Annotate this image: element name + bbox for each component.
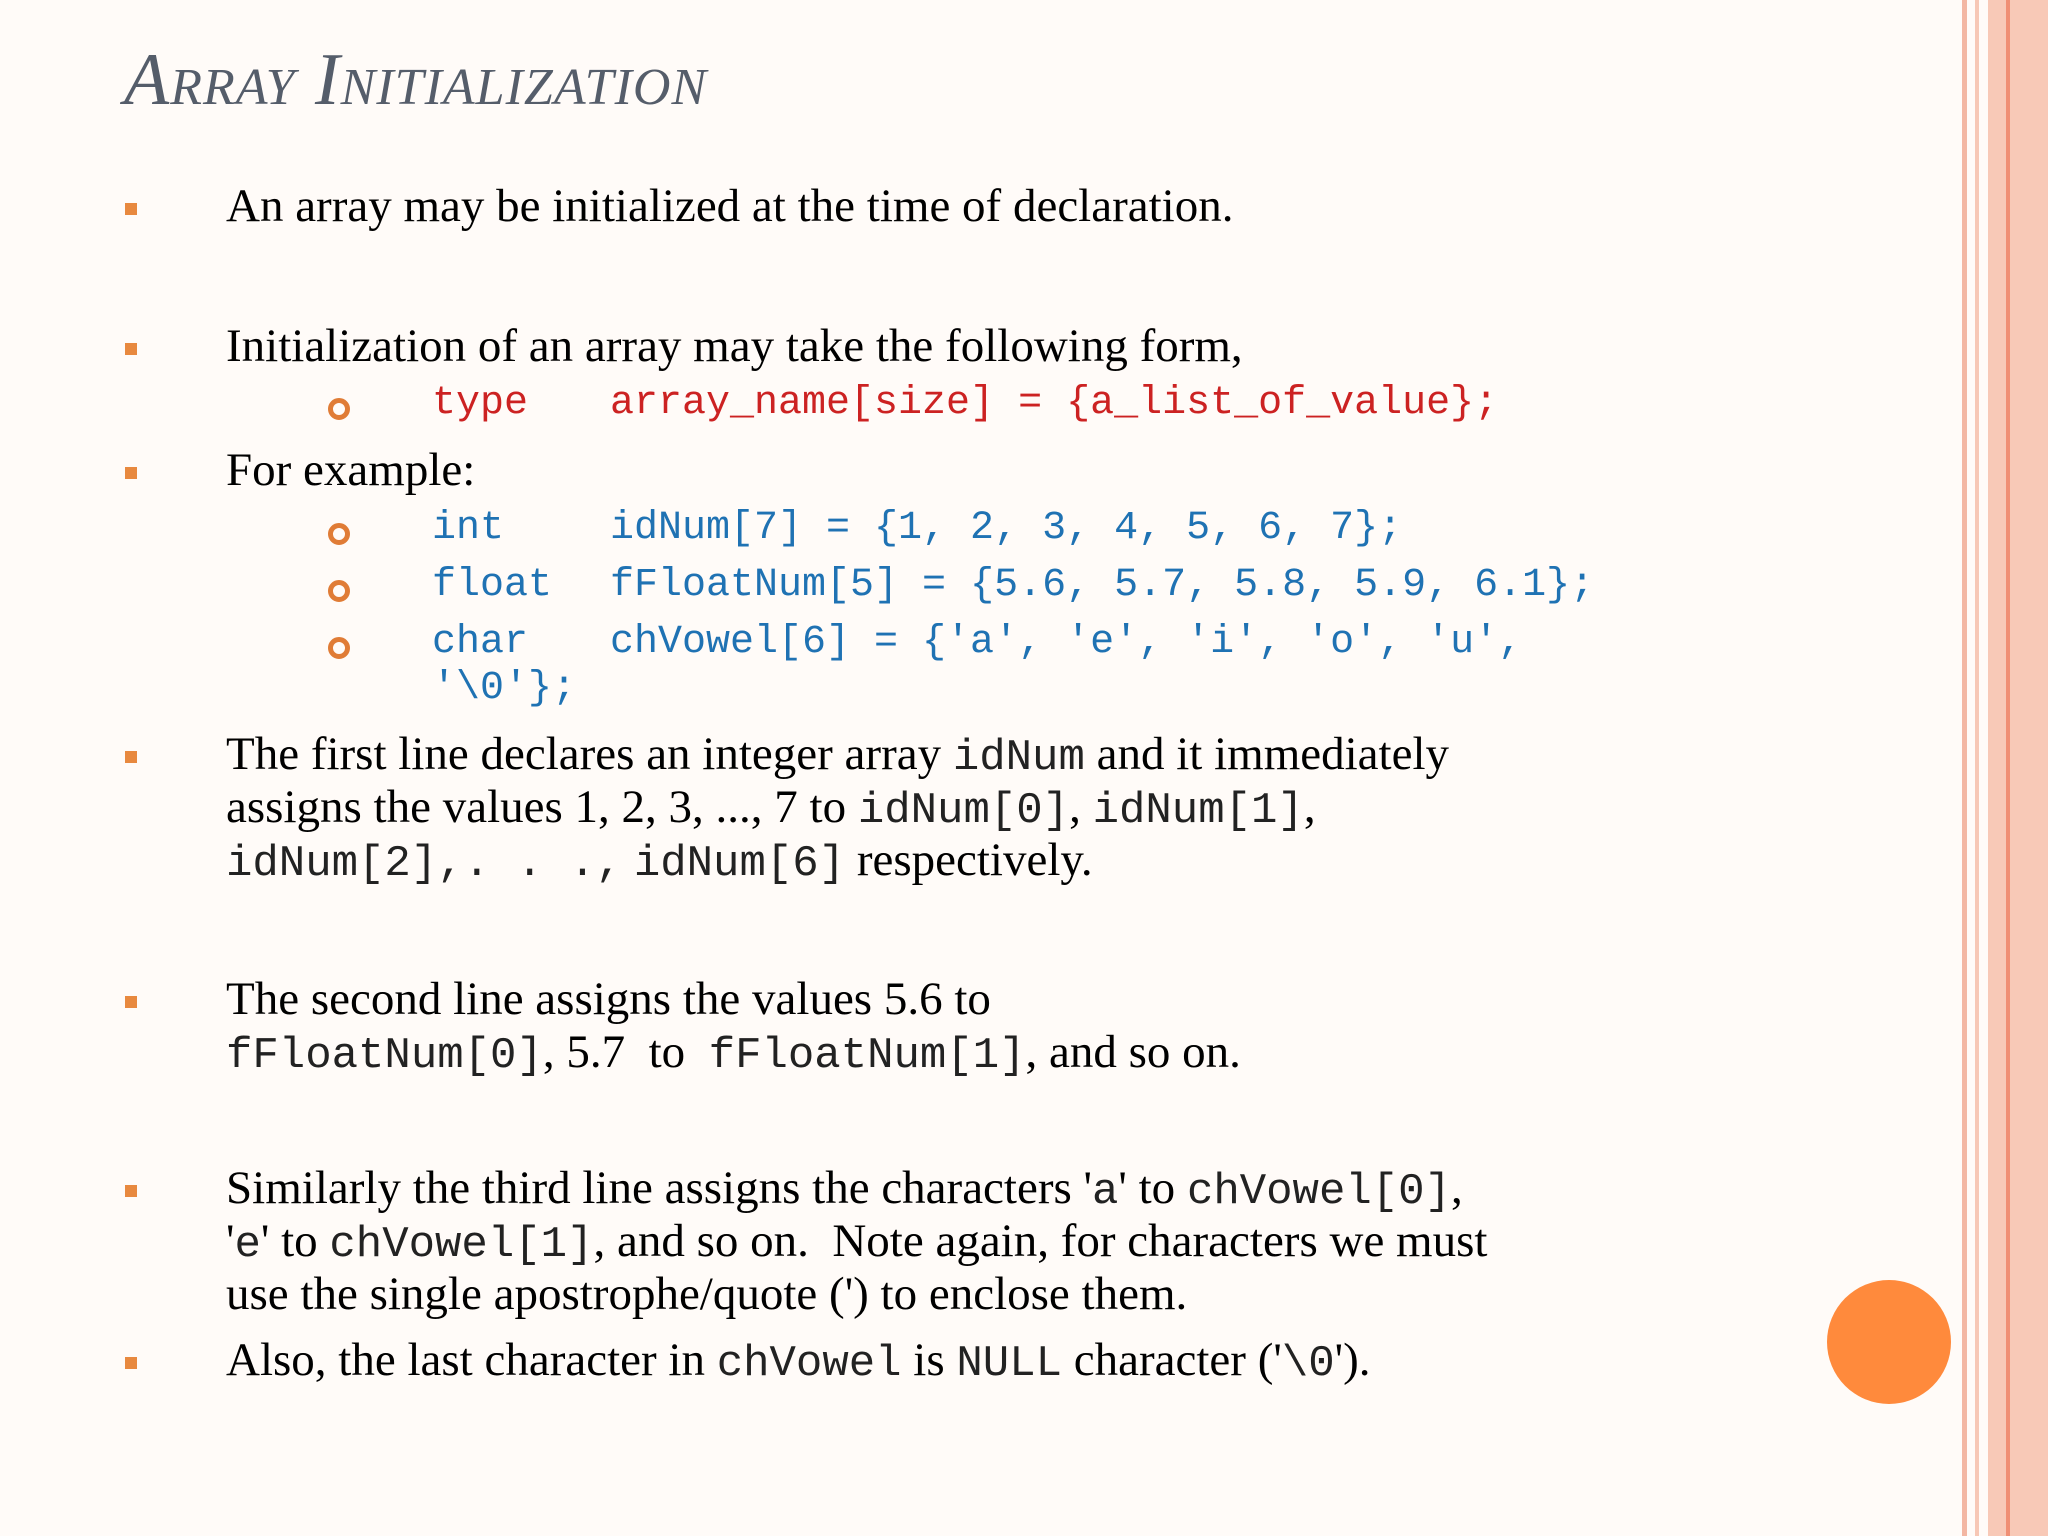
code-run: idNum[0] [857, 786, 1070, 836]
accent-circle [1827, 1280, 1951, 1404]
syntax-declaration: array_name[size] = {a_list_of_value}; [610, 381, 1499, 426]
code-run: chVowel[1] [329, 1220, 594, 1270]
text-run: , [1450, 1162, 1463, 1214]
text-run: , and so on. [1025, 1026, 1241, 1078]
frame-stripe-2 [1975, 0, 1979, 1536]
bullet-1-text: An array may be initialized at the time of declaration. [226, 180, 1234, 232]
sub-bullet-ring-icon [328, 398, 350, 420]
sub-bullet-ring-icon [328, 580, 350, 602]
text-run: , [1303, 781, 1316, 833]
example-char-declaration: chVowel[6] = {'a', 'e', 'i', 'o', 'u', [610, 620, 1523, 665]
bullet-3-text: For example: [226, 444, 476, 496]
frame-stripe-3 [2006, 0, 2010, 1536]
bullet-6-line-2 [226, 1215, 1756, 1272]
bullet-4-line-3 [226, 834, 1756, 891]
bullet-marker [125, 203, 137, 215]
bullet-5-line-2 [226, 1026, 1756, 1083]
code-run: e [234, 1220, 261, 1270]
text-run: is [901, 1334, 957, 1386]
text-run: respectively. [845, 834, 1093, 886]
bullet-4-line-2 [226, 781, 1756, 838]
text-run: ' to [1118, 1162, 1187, 1214]
example-float-keyword: float [432, 563, 553, 608]
bullet-marker [125, 343, 137, 355]
bullet-marker [125, 996, 137, 1008]
code-run: NULL [956, 1339, 1063, 1389]
bullet-marker [125, 1357, 137, 1369]
bullet-marker [125, 467, 137, 479]
slide-title: Array Initialization [124, 39, 708, 121]
frame-band [1988, 0, 2048, 1536]
code-run: chVowel[0] [1186, 1167, 1451, 1217]
example-int-keyword: int [432, 506, 505, 551]
text-run: , and so on. Note again, for characters we must [593, 1215, 1488, 1267]
frame-stripe-1 [1962, 0, 1967, 1536]
sub-bullet-ring-icon [328, 523, 350, 545]
code-run: chVowel [716, 1339, 902, 1389]
bullet-7-text [226, 1334, 1756, 1391]
bullet-6-line-3: use the single apostrophe/quote (') to enclose them. [226, 1268, 1188, 1320]
bullet-4-line-1 [226, 728, 1756, 785]
bullet-marker [125, 751, 137, 763]
syntax-keyword: type [432, 381, 529, 426]
text-run: , 5.7 to [542, 1026, 709, 1078]
code-run: fFloatNum[0] [226, 1031, 543, 1081]
code-run: idNum [952, 733, 1085, 783]
text-run: , [1069, 781, 1093, 833]
bullet-marker [125, 1185, 137, 1197]
text-run: The first line declares an integer array [226, 728, 953, 780]
bullet-5-line-1: The second line assigns the values 5.6 to [226, 973, 991, 1025]
bullet-6-line-1 [226, 1162, 1756, 1219]
text-run: assigns the values 1, 2, 3, ..., 7 to [226, 781, 858, 833]
text-run: character (' [1062, 1334, 1282, 1386]
code-run: fFloatNum[1] [708, 1031, 1026, 1081]
example-char-continuation: '\0'}; [432, 666, 577, 711]
code-run: idNum[2],. . ., [226, 839, 623, 889]
bullet-2-text: Initialization of an array may take the following form, [226, 320, 1243, 372]
text-run: Also, the last character in [226, 1334, 717, 1386]
code-run: idNum[1] [1092, 786, 1304, 836]
text-run: ' to [260, 1215, 330, 1267]
text-run: and it immediately [1084, 728, 1450, 780]
example-char-keyword: char [432, 620, 529, 665]
text-run: Similarly the third line assigns the characters ' [226, 1162, 1092, 1214]
code-run: \0 [1281, 1339, 1335, 1389]
code-run: idNum[6] [633, 839, 846, 889]
text-run [622, 834, 634, 886]
sub-bullet-ring-icon [328, 637, 350, 659]
code-run: a [1092, 1167, 1119, 1217]
example-int-declaration: idNum[7] = {1, 2, 3, 4, 5, 6, 7}; [610, 506, 1403, 551]
example-float-declaration: fFloatNum[5] = {5.6, 5.7, 5.8, 5.9, 6.1}; [610, 563, 1595, 608]
text-run: ' [226, 1215, 235, 1267]
text-run: '). [1334, 1334, 1371, 1386]
